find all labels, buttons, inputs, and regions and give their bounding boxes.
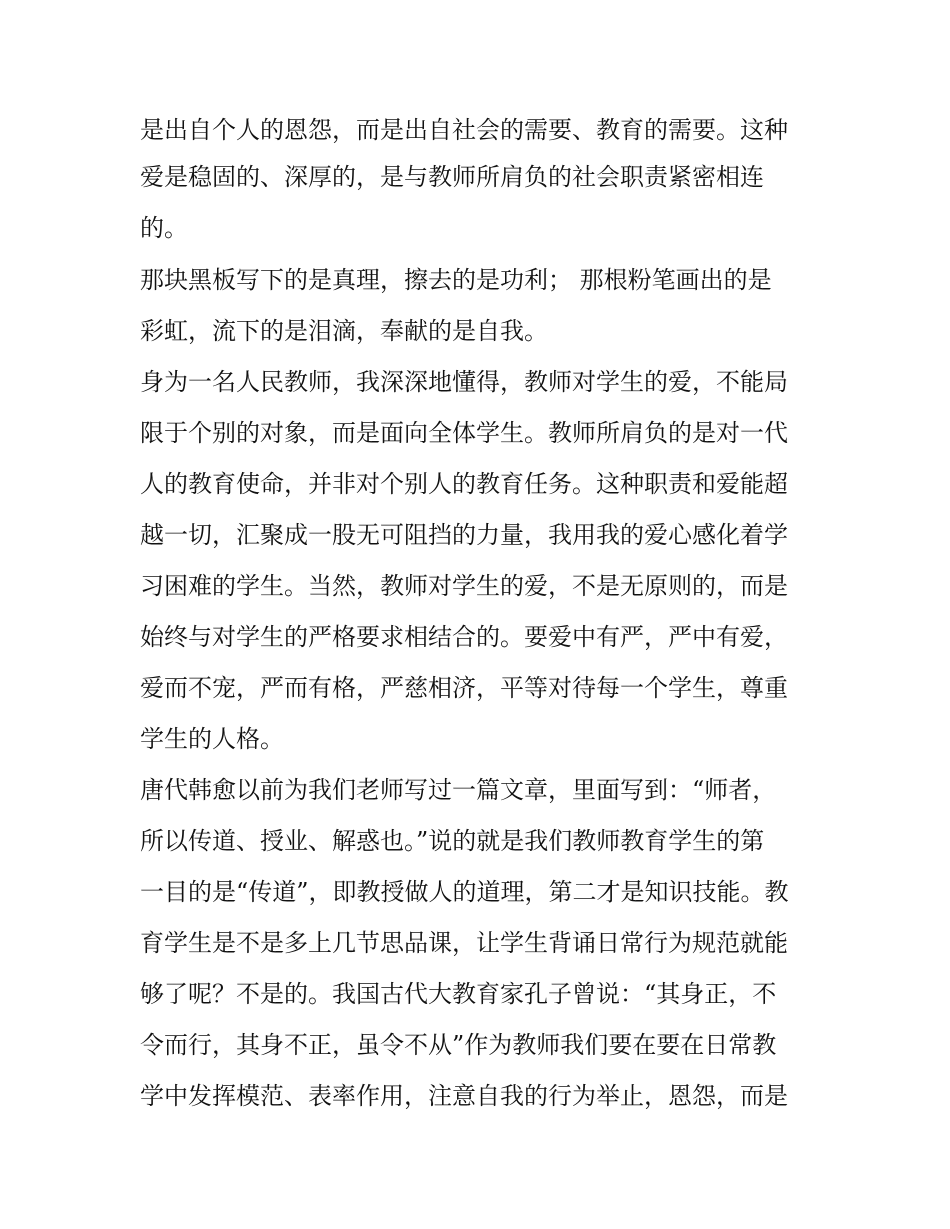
text-line: 令而行，其身不正，虽令不从”作为教师我们要在要在日常教	[140, 1031, 777, 1059]
text-line: 是出自个人的恩怨，而是出自社会的需要、教育的需要。这种	[140, 116, 788, 144]
text-line: 所以传道、授业、解惑也。”说的就是我们教师教育学生的第	[140, 827, 765, 855]
text-line: 爱而不宠，严而有格，严慈相济，平等对待每一个学生，尊重	[140, 674, 788, 702]
text-line: 彩虹，流下的是泪滴，奉献的是自我。	[140, 317, 548, 345]
text-line: 的。	[140, 214, 188, 242]
text-line: 一目的是“传道”，即教授做人的道理，第二才是知识技能。教	[140, 878, 789, 906]
text-line: 唐代韩愈以前为我们老师写过一篇文章，里面写到：“师者，	[140, 776, 777, 804]
text-line: 学生的人格。	[140, 725, 284, 753]
text-line: 越一切，汇聚成一股无可阻挡的力量，我用我的爱心感化着学	[140, 521, 788, 549]
text-line: 那块黑板写下的是真理，擦去的是功利； 那根粉笔画出的是	[140, 266, 772, 294]
text-line: 学中发挥模范、表率作用，注意自我的行为举止，恩怨，而是	[140, 1082, 788, 1110]
text-line: 够了呢？不是的。我国古代大教育家孔子曾说：“其身正，不	[140, 980, 777, 1008]
text-line: 始终与对学生的严格要求相结合的。要爱中有严，严中有爱，	[140, 623, 788, 651]
text-line: 人的教育使命，并非对个别人的教育任务。这种职责和爱能超	[140, 470, 788, 498]
text-line: 育学生是不是多上几节思品课，让学生背诵日常行为规范就能	[140, 929, 788, 957]
text-line: 身为一名人民教师，我深深地懂得，教师对学生的爱，不能局	[140, 368, 788, 396]
text-line: 习困难的学生。当然，教师对学生的爱，不是无原则的，而是	[140, 572, 788, 600]
text-line: 限于个别的对象，而是面向全体学生。教师所肩负的是对一代	[140, 419, 788, 447]
text-line: 爱是稳固的、深厚的，是与教师所肩负的社会职责紧密相连	[140, 163, 764, 191]
